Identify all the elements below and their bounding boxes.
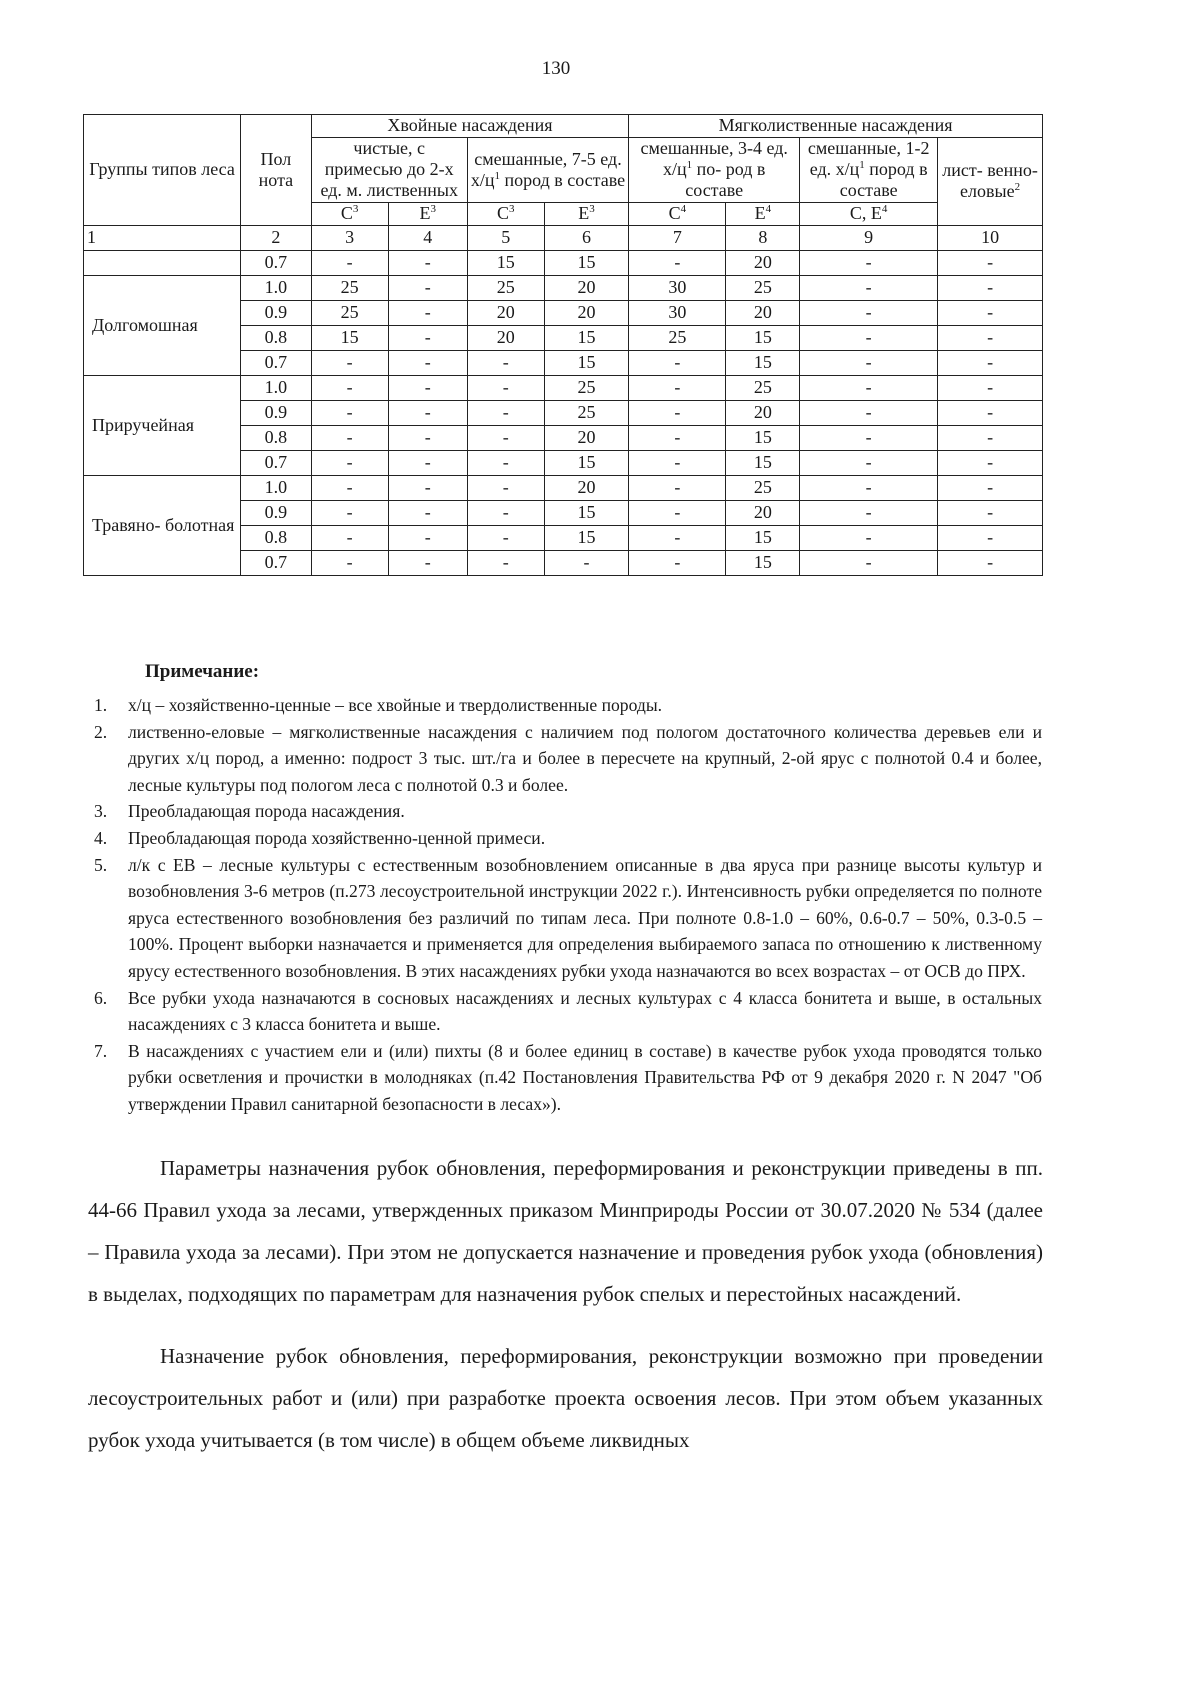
table-cell: -	[800, 425, 938, 450]
table-cell: -	[800, 275, 938, 300]
table-cell: 25	[311, 275, 388, 300]
col-number: 2	[241, 225, 312, 250]
note-text: Преобладающая порода насаждения.	[128, 801, 405, 822]
table-cell: -	[467, 450, 544, 475]
table-cell: -	[467, 500, 544, 525]
table-cell: -	[800, 550, 938, 575]
table-cell: 15	[726, 425, 800, 450]
table-cell: 20	[544, 275, 628, 300]
table-cell: -	[629, 375, 726, 400]
subheader-c3-mixed: $С^3$	[467, 202, 544, 225]
note-item	[90, 1038, 1042, 1118]
table-cell: 20	[544, 300, 628, 325]
table-cell: -	[629, 400, 726, 425]
header-soft-mixed-1-2: смешанные, 1-2 ед. $х/ц^1$ пород в составе	[800, 138, 938, 203]
table-cell: -	[388, 300, 467, 325]
table-cell: -	[938, 500, 1043, 525]
note-number: 3.	[94, 801, 108, 822]
table-cell: -	[938, 375, 1043, 400]
table-cell: 15	[544, 325, 628, 350]
subheader-e3: $Е^3$	[388, 202, 467, 225]
table-cell: 25	[544, 375, 628, 400]
table-cell: 15	[544, 525, 628, 550]
table-cell: 15	[544, 450, 628, 475]
col-number: 9	[800, 225, 938, 250]
forest-group-name: Долгомошная	[84, 275, 241, 375]
table-cell: -	[388, 250, 467, 275]
table-cell: -	[938, 350, 1043, 375]
col-number: 3	[311, 225, 388, 250]
table-cell: 15	[467, 250, 544, 275]
table-cell: -	[311, 475, 388, 500]
header-soft-mixed-3-4: смешанные, 3-4 ед. $х/ц^1$ по- род в составе	[629, 138, 800, 203]
table-cell: -	[938, 550, 1043, 575]
table-cell: -	[311, 425, 388, 450]
table-cell: -	[629, 525, 726, 550]
table-cell: -	[388, 500, 467, 525]
table-row	[84, 250, 1043, 275]
col-number: 4	[388, 225, 467, 250]
table-cell: 1.0	[241, 475, 312, 500]
col-number: 6	[544, 225, 628, 250]
table-cell: 25	[544, 400, 628, 425]
header-deciduous-spruce: лист- венно- еловые$^2$	[938, 138, 1043, 226]
table-cell: -	[800, 525, 938, 550]
table-cell: 20	[544, 475, 628, 500]
table-row	[84, 375, 1043, 400]
table-cell: -	[467, 375, 544, 400]
table-cell: 20	[726, 300, 800, 325]
table-cell: 0.8	[241, 525, 312, 550]
table-cell: -	[311, 350, 388, 375]
table-cell: 25	[726, 475, 800, 500]
table-cell: 0.9	[241, 500, 312, 525]
table-cell: -	[629, 475, 726, 500]
table-cell: -	[388, 375, 467, 400]
body-paragraph: Назначение рубок обновления, переформирования, реконструкции возможно при проведении лесоустроительных работ и (или) при разработке проекта освоения лесов. При этом объем указанных рубок ухода учитывается (в том числе) в общем объеме ликвидных	[88, 1344, 1043, 1452]
table-cell: -	[629, 500, 726, 525]
table-cell: -	[938, 250, 1043, 275]
table-row	[84, 475, 1043, 500]
table-cell: -	[629, 450, 726, 475]
table-cell: -	[800, 300, 938, 325]
table-cell: 25	[629, 325, 726, 350]
table-cell: -	[800, 375, 938, 400]
table-cell: 25	[726, 375, 800, 400]
note-number: 2.	[94, 721, 108, 742]
table-cell: -	[311, 550, 388, 575]
subheader-e4: $Е^4$	[726, 202, 800, 225]
table-cell: -	[938, 400, 1043, 425]
table-cell: -	[388, 475, 467, 500]
table-cell: 0.7	[241, 250, 312, 275]
col-number: 8	[726, 225, 800, 250]
table-cell: 20	[544, 425, 628, 450]
table-cell: 0.9	[241, 400, 312, 425]
table-cell: 20	[467, 300, 544, 325]
note-item	[90, 692, 1042, 719]
note-text: В насаждениях с участием ели и (или) пихты (8 и более единиц в составе) в качестве рубок ухода проводятся только рубки осветления и прочистки в молодняках (п.42 Постановления Правительства РФ от 9 декабря 2020 г. N 2047 "Об утверждении Правил санитарной безопасности в лесах»).	[128, 1040, 1042, 1114]
table-cell: 0.8	[241, 425, 312, 450]
table-cell: -	[800, 400, 938, 425]
table-cell: 0.9	[241, 300, 312, 325]
table-cell: -	[311, 400, 388, 425]
note-item	[90, 798, 1042, 825]
table-row	[84, 275, 1043, 300]
table-cell: -	[388, 550, 467, 575]
table-cell: 15	[726, 450, 800, 475]
table-cell: -	[544, 550, 628, 575]
header-conifer-mixed: смешанные, 7-5 ед. $х/ц^1$ пород в составе	[467, 138, 628, 203]
thinning-table	[83, 114, 1043, 576]
note-text: Все рубки ухода назначаются в сосновых насаждениях и лесных культурах с 4 класса бонитета и выше, в остальных насаждениях с 3 класса бонитета и выше.	[128, 987, 1042, 1035]
table-cell: 0.8	[241, 325, 312, 350]
table-cell: -	[388, 325, 467, 350]
table-cell: 0.7	[241, 550, 312, 575]
col-number: 10	[938, 225, 1043, 250]
table-cell: 30	[629, 275, 726, 300]
table-cell: 15	[544, 500, 628, 525]
note-item	[90, 852, 1042, 985]
table-cell: 30	[629, 300, 726, 325]
table-cell: 20	[726, 400, 800, 425]
forest-group-name: Приручейная	[84, 375, 241, 475]
table-cell: -	[938, 450, 1043, 475]
table-cell-empty	[84, 250, 241, 275]
note-text: л/к с ЕВ – лесные культуры с естественным возобновлением описанные в два яруса при разнице высоты культур и возобновления 3-6 метров (п.273 лесоустроительной инструкции 2022 г.). Интенсивность рубки определяется по полноте яруса естественного возобновления без различий по типам леса. При полноте 0.8-1.0 – 60%, 0.6-0.7 – 50%, 0.3-0.5 – 100%. Процент выборки назначается и применяется для определения выбираемого запаса по отношению к лиственному ярусу естественного возобновления. В этих насаждениях рубки ухода назначаются во всех возрастах – от ОСВ до ПРХ.	[128, 854, 1042, 981]
notes-list	[90, 692, 1042, 1118]
note-item	[90, 825, 1042, 852]
header-forest-groups: Группы типов леса	[84, 115, 241, 226]
table-cell: -	[629, 250, 726, 275]
note-text: Преобладающая порода хозяйственно-ценной примеси.	[128, 827, 546, 848]
note-item	[90, 719, 1042, 799]
table-cell: -	[467, 525, 544, 550]
page-number: 130	[541, 58, 571, 79]
table-cell: -	[311, 450, 388, 475]
table-cell: -	[388, 525, 467, 550]
table-cell: -	[629, 350, 726, 375]
table-cell: 15	[544, 350, 628, 375]
header-conifer: Хвойные насаждения	[311, 115, 629, 138]
table-cell: -	[938, 425, 1043, 450]
table-cell: -	[800, 500, 938, 525]
table-cell: -	[629, 425, 726, 450]
subheader-e3-mixed: $Е^3$	[544, 202, 628, 225]
table-cell: -	[311, 250, 388, 275]
col-number: 5	[467, 225, 544, 250]
table-cell: 20	[726, 250, 800, 275]
table-cell: 20	[726, 500, 800, 525]
table-cell: 25	[311, 300, 388, 325]
header-density: Пол нота	[241, 115, 312, 226]
table-cell: -	[938, 275, 1043, 300]
table-cell: 15	[726, 525, 800, 550]
table-cell: -	[467, 475, 544, 500]
note-number: 1.	[94, 695, 108, 715]
table-cell: -	[629, 550, 726, 575]
table-cell: -	[467, 425, 544, 450]
table-cell: 0.7	[241, 450, 312, 475]
table-cell: -	[800, 350, 938, 375]
table-cell: -	[800, 475, 938, 500]
table-cell: 15	[726, 350, 800, 375]
table-cell: -	[938, 325, 1043, 350]
table-cell: 15	[544, 250, 628, 275]
note-number: 4.	[94, 827, 108, 848]
table-cell: 15	[726, 325, 800, 350]
column-numbers-row	[84, 225, 1043, 250]
table-cell: -	[388, 350, 467, 375]
table-cell: -	[467, 550, 544, 575]
note-text: х/ц – хозяйственно-ценные – все хвойные и твердолиственные породы.	[128, 695, 663, 715]
note-number: 5.	[94, 854, 108, 875]
table-cell: -	[311, 375, 388, 400]
table-cell: -	[938, 475, 1043, 500]
table-cell: -	[388, 275, 467, 300]
note-item	[90, 985, 1042, 1038]
table-cell: 25	[726, 275, 800, 300]
table-cell: -	[311, 500, 388, 525]
subheader-ce4: С, $Е^4$	[800, 202, 938, 225]
table-cell: -	[800, 325, 938, 350]
table-cell: -	[938, 300, 1043, 325]
table-cell: 25	[467, 275, 544, 300]
table-cell: -	[467, 350, 544, 375]
table-cell: -	[311, 525, 388, 550]
subheader-c4: $С^4$	[629, 202, 726, 225]
table-cell: 1.0	[241, 275, 312, 300]
table-cell: -	[388, 425, 467, 450]
table-cell: -	[800, 450, 938, 475]
table-cell: 0.7	[241, 350, 312, 375]
table-cell: -	[467, 400, 544, 425]
col-number: 7	[629, 225, 726, 250]
table-cell: 1.0	[241, 375, 312, 400]
table-cell: 20	[467, 325, 544, 350]
table-cell: -	[938, 525, 1043, 550]
note-number: 7.	[94, 1040, 108, 1061]
forest-group-name: Травяно- болотная	[84, 475, 241, 575]
subheader-c3: $С^3$	[311, 202, 388, 225]
table-cell: -	[388, 400, 467, 425]
col-number: 1	[84, 225, 241, 250]
table-cell: 15	[726, 550, 800, 575]
body-paragraph: Параметры назначения рубок обновления, переформирования и реконструкции приведены в пп. 44-66 Правил ухода за лесами, утвержденных приказом Минприроды России от 30.07.2020 № 534 (далее – Правила ухода за лесами). При этом не допускается назначение и проведения рубок ухода (обновления) в выделах, подходящих по параметрам для назначения рубок спелых и перестойных насаждений.	[88, 1156, 1043, 1306]
note-text: лиственно-еловые – мягколиственные насаждения с наличием под пологом достаточного количества деревьев ели и других х/ц пород, а именно: подрост 3 тыс. шт./га и более в пересчете на крупный, 2-ой ярус с полнотой 0.4 и более, лесные культуры под пологом леса с полнотой 0.3 и более.	[128, 721, 1042, 795]
table-cell: -	[388, 450, 467, 475]
note-number: 6.	[94, 987, 108, 1008]
header-softwood: Мягколиственные насаждения	[629, 115, 1043, 138]
table-groups	[84, 275, 1043, 575]
table-cell: 15	[311, 325, 388, 350]
table-cell: -	[800, 250, 938, 275]
notes-title: Примечание:	[145, 661, 260, 682]
header-conifer-pure: чистые, с примесью до 2-х ед. м. лиственных	[311, 138, 467, 203]
